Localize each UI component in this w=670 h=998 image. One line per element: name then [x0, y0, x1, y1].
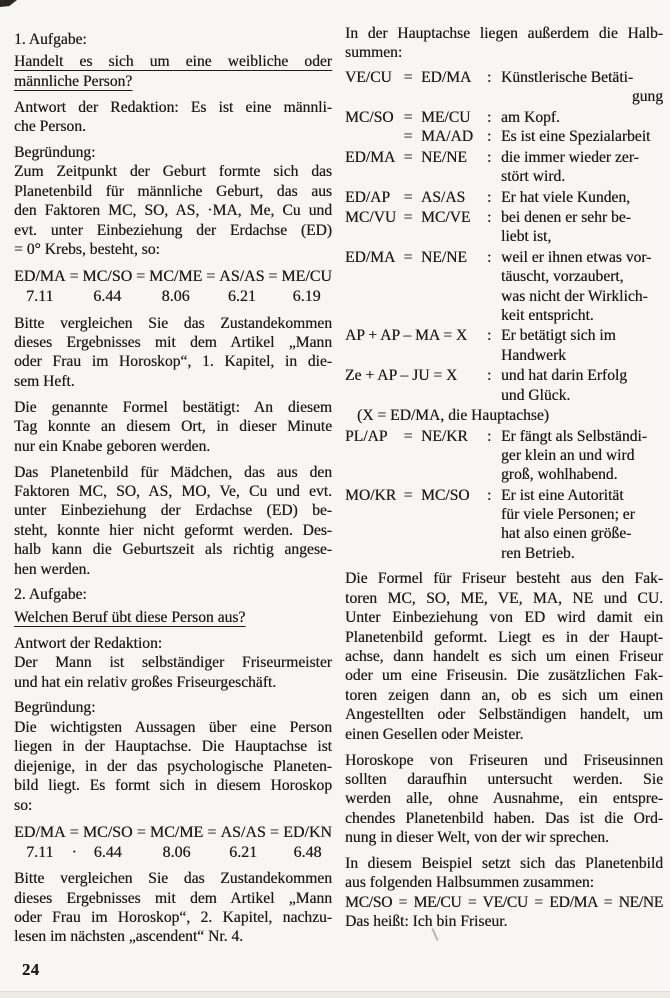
text-line — [14, 372, 332, 391]
halfsum-description: gung — [631, 88, 663, 106]
halfsum-note — [345, 544, 663, 563]
text-line — [14, 889, 332, 908]
text-line — [14, 927, 332, 946]
halfsum-description: Handwerk — [501, 346, 566, 364]
formula-cell: 7.11 — [26, 843, 54, 861]
formula-cell: = — [268, 268, 278, 286]
halfsum-note — [345, 227, 663, 246]
text-line — [14, 98, 332, 117]
colon: : — [487, 427, 492, 445]
halfsum-note — [345, 87, 663, 106]
text-line — [345, 569, 663, 588]
line-text: In der Hauptachse liegen außerdem die Halb- — [345, 25, 663, 42]
text-line — [345, 809, 663, 828]
text-line — [14, 52, 332, 71]
text-line — [14, 117, 332, 136]
formula-cell: 7.11 — [26, 288, 54, 306]
line-text: Planetenbild geformt. Liegt es in der Haupt- — [345, 628, 663, 646]
halfsum-line — [345, 248, 663, 267]
text-line — [345, 686, 663, 705]
halfsum-line — [345, 524, 663, 543]
halfsum-intro — [345, 24, 663, 63]
text-line — [14, 143, 332, 162]
halfsum-left-term: ED/AP — [345, 188, 391, 206]
page-number: 24 — [22, 960, 40, 979]
line-text: 2. Aufgabe: — [14, 586, 87, 604]
line-text: Handelt es sich um eine weibliche oder — [14, 53, 332, 71]
equals-sign: = — [403, 68, 413, 86]
halfsum-note — [345, 68, 663, 87]
text-line — [14, 72, 332, 91]
line-text: liegen in der Hauptachse. Die Hauptachse ist — [14, 738, 332, 756]
text-line — [14, 634, 332, 653]
text-line — [345, 608, 663, 627]
line-text: unter Einbeziehung der Erdachse (ED) be- — [14, 502, 332, 520]
halfsum-note — [345, 127, 663, 146]
text-line — [14, 585, 332, 604]
halfsum-left-term: MC/SO — [345, 108, 394, 126]
text-line — [345, 770, 663, 789]
halfsum-line — [345, 465, 663, 484]
line-text: Zum Zeitpunkt der Geburt formte sich das — [14, 163, 332, 181]
line-text: sem Heft. — [14, 372, 75, 390]
halfsum-note — [345, 248, 663, 267]
halfsum-right-term: MC/VE — [421, 209, 471, 227]
equals-sign: = — [403, 249, 413, 267]
halfsum-note — [345, 188, 663, 207]
colon: : — [487, 249, 492, 267]
text-line — [345, 751, 663, 770]
equals-sign: = — [403, 108, 413, 126]
formula-cell: = — [269, 823, 279, 841]
halfsum-description: weil er ihnen etwas vor- — [501, 249, 652, 267]
colon: : — [487, 127, 492, 145]
halfsum-note — [345, 267, 663, 286]
colon: : — [487, 209, 492, 227]
text-line — [14, 757, 332, 776]
formula-cell: = — [136, 823, 146, 841]
formula-cell: ED/MA — [14, 823, 66, 841]
formula-cell: 6.44 — [93, 843, 122, 861]
halfsum-description: die immer wieder zer- — [501, 148, 639, 166]
task1-section — [14, 30, 332, 259]
halfsum-note — [345, 208, 663, 227]
line-text: achse, dann handelt es sich um einen Friseur — [345, 648, 663, 666]
halfsum-right-term: ED/MA — [421, 68, 472, 86]
line-text: Der Mann ist selbständiger Friseurmeister — [14, 654, 332, 672]
text-line — [14, 908, 332, 927]
planet-formula-main-axis — [14, 823, 332, 862]
halfsum-right-term: NE/KR — [421, 427, 468, 445]
text-line — [14, 182, 332, 201]
halfsum-line — [345, 544, 663, 563]
line-text: sollten daraufhin untersucht werden. Sie — [345, 770, 663, 788]
halfsum-note — [345, 287, 663, 306]
line-text: hen werden. — [14, 560, 91, 578]
line-text: 1. Aufgabe: — [14, 31, 87, 48]
friseur-formula-section — [345, 569, 663, 931]
line-text: Das heißt: Ich bin Friseur. — [345, 913, 508, 931]
line-text: bild liegt. Es formt sich in diesem Horoskop — [14, 777, 332, 795]
halfsum-line — [345, 505, 663, 524]
colon: : — [487, 188, 492, 206]
halfsum-line — [345, 326, 663, 345]
text-line — [345, 893, 663, 912]
colon: : — [487, 108, 492, 126]
halfsum-line — [345, 208, 663, 227]
line-text: Faktoren MC, SO, AS, MO, Ve, Cu und evt. — [14, 482, 332, 500]
halfsum-description: ger klein an und wird — [501, 447, 635, 465]
text-line — [14, 162, 332, 181]
colon: : — [487, 148, 492, 166]
halfsum-line — [345, 68, 663, 87]
formula-cell: = — [69, 823, 79, 841]
text-line — [345, 725, 663, 744]
halfsum-line — [345, 306, 663, 325]
text-line — [14, 221, 332, 240]
formula-cell: = — [69, 268, 79, 286]
line-text: evt. unter Einbeziehung der Erdachse (ED) — [14, 221, 332, 239]
halfsum-line — [345, 346, 663, 365]
colon: : — [487, 68, 492, 86]
line-text: Antwort der Redaktion: — [14, 634, 163, 652]
line-text: Welchen Beruf übt diese Person aus? — [14, 608, 246, 626]
text-line — [14, 673, 332, 692]
equals-sign: = — [403, 148, 413, 166]
halfsum-line — [345, 446, 663, 465]
text-line — [14, 718, 332, 737]
halfsum-right-term: AS/AS — [421, 188, 466, 206]
halfsum-description: Er fängt als Selbständi- — [501, 427, 647, 445]
text-line — [14, 776, 332, 795]
line-text: oder Frau im Horoskop“, 2. Kapitel, nachzu- — [14, 908, 332, 926]
formula-cell: 6.19 — [292, 288, 321, 306]
halfsum-right-term: MC/SO — [421, 487, 470, 505]
halfsum-description: Er betätigt sich im — [501, 327, 616, 345]
halfsum-left-term: VE/CU — [345, 68, 392, 86]
halfsum-note — [345, 148, 663, 167]
line-text: = 0° Krebs, besteht, so: — [14, 241, 160, 259]
halfsum-left-term: MC/VU — [345, 209, 397, 227]
line-text: MC/SO = ME/CU = VE/CU = ED/MA = NE/NE — [345, 893, 663, 911]
text-line — [14, 869, 332, 888]
halfsum-right-term: NE/NE — [421, 148, 467, 166]
line-text: und hat ein relativ großes Friseurgeschäft. — [14, 673, 277, 691]
halfsum-line — [345, 427, 663, 446]
halfsum-left-term: PL/AP — [345, 427, 388, 445]
line-text: nur ein Knabe geboren werden. — [14, 437, 211, 455]
formula-cell: 8.06 — [161, 288, 190, 306]
text-line — [14, 201, 332, 220]
text-line — [14, 540, 332, 559]
halfsum-left-term: ED/MA — [345, 249, 396, 267]
halfsum-line — [345, 87, 663, 106]
halfsum-list — [345, 68, 663, 563]
halfsum-right-term: MA/AD — [421, 127, 473, 145]
text-line — [345, 912, 663, 931]
line-text: Unter Einbeziehung von ED wird damit ein — [345, 609, 663, 627]
halfsum-line — [345, 167, 663, 186]
line-text: Bitte vergleichen Sie das Zustandekommen — [14, 870, 332, 888]
text-line — [345, 589, 663, 608]
formula-cell: · — [71, 843, 77, 861]
text-line — [14, 352, 332, 371]
line-text: einen Gesellen oder Meister. — [345, 725, 524, 743]
text-line — [14, 314, 332, 333]
halfsum-left-term: ED/MA — [345, 148, 396, 166]
line-text: männliche Person? — [14, 72, 133, 90]
line-text: nung in dieser Welt, von der wir sprechen. — [345, 829, 609, 847]
text-line — [14, 437, 332, 456]
right-column — [345, 24, 663, 932]
text-line — [14, 417, 332, 436]
line-text: Begründung: — [14, 699, 96, 717]
halfsum-description: groß, wohlhabend. — [501, 466, 618, 484]
equals-sign: = — [403, 127, 413, 145]
line-text: dieses Ergebnisses mit dem Artikel „Mann — [14, 334, 332, 352]
formula-cell: AS/AS — [220, 823, 266, 841]
colon: : — [487, 367, 492, 385]
text-line — [14, 501, 332, 520]
text-line — [14, 737, 332, 756]
halfsum-line — [345, 108, 663, 127]
line-text: dieses Ergebnisses mit dem Artikel „Mann — [14, 889, 332, 907]
text-line — [14, 560, 332, 579]
colon: : — [487, 327, 492, 345]
text-line — [345, 789, 663, 808]
halfsum-line — [345, 366, 663, 385]
halfsum-description: hat also einen größe- — [501, 525, 632, 543]
halfsum-note — [345, 486, 663, 505]
line-text: Tag konnte an diesem Ort, in dieser Minute — [14, 418, 332, 436]
text-line — [14, 608, 332, 627]
halfsum-description: für viele Personen; er — [501, 506, 635, 524]
formula-cell: 8.06 — [162, 843, 191, 861]
text-line — [14, 796, 332, 815]
line-text: steht, konnte hier nicht geformt werden. Des- — [14, 521, 332, 539]
halfsum-note — [345, 505, 663, 524]
text-line — [14, 398, 332, 417]
line-text: Die genannte Formel bestätigt: An diesem — [14, 398, 332, 416]
formula-cell: = — [207, 823, 217, 841]
line-text: toren MC, SO, ME, VE, MA, NE und CU. — [345, 589, 663, 607]
halfsum-line — [345, 227, 663, 246]
line-text: Bitte vergleichen Sie das Zustandekommen — [14, 314, 332, 332]
halfsum-line — [345, 267, 663, 286]
equals-sign: = — [403, 209, 413, 227]
line-text: Die wichtigsten Aussagen über eine Person — [14, 718, 332, 736]
planet-formula-male-birth — [14, 267, 332, 306]
halfsum-line — [345, 486, 663, 505]
line-text: aus folgenden Halbsummen zusammen: — [345, 874, 595, 892]
halfsum-description: Es ist eine Spezialarbeit — [501, 127, 651, 145]
text-line — [345, 854, 663, 873]
line-text: halb kann die Geburtszeit als richtig angese- — [14, 541, 332, 559]
colon: : — [487, 487, 492, 505]
halfsum-description: Er hat viele Kunden, — [501, 188, 631, 206]
formula-cell: ME/CU — [281, 268, 332, 286]
line-text: Horoskope von Friseuren und Friseusinnen — [345, 751, 663, 769]
text-line — [345, 628, 663, 647]
halfsum-note — [345, 167, 663, 186]
scan-artifact-corner — [0, 0, 17, 7]
text-line — [14, 240, 332, 259]
line-text: lesen im nächsten „ascendent“ Nr. 4. — [14, 928, 244, 946]
halfsum-line — [345, 127, 663, 146]
line-text: so: — [14, 796, 33, 814]
halfsum-left-term: MO/KR — [345, 487, 397, 505]
halfsum-description: liebt ist, — [501, 228, 552, 246]
text-line — [345, 666, 663, 685]
text-line — [345, 705, 663, 724]
halfsum-line — [345, 188, 663, 207]
halfsum-note — [345, 366, 663, 385]
text-line — [14, 698, 332, 717]
line-text: Antwort der Redaktion: Es ist eine männli- — [14, 98, 332, 116]
scan-edge-bottom — [0, 991, 670, 998]
halfsum-note — [345, 306, 663, 325]
halfsum-line — [345, 148, 663, 167]
halfsum-right-term: NE/NE — [421, 249, 467, 267]
halfsum-description: bei denen er sehr be- — [501, 209, 631, 227]
left-column — [14, 30, 332, 947]
halfsum-note — [345, 326, 663, 345]
halfsum-right-term: ME/CU — [421, 108, 471, 126]
line-text: Planetenbild für männliche Geburt, das aus — [14, 182, 332, 200]
formula-cell: MC/SO — [82, 268, 133, 286]
halfsum-description: am Kopf. — [501, 108, 560, 126]
text-line — [14, 482, 332, 501]
equals-sign: = — [403, 487, 413, 505]
line-text: In diesem Beispiel setzt sich das Planetenbild — [345, 855, 663, 873]
halfsum-note — [345, 108, 663, 127]
halfsum-description: Er ist eine Autorität — [501, 487, 624, 505]
text-line — [14, 30, 332, 49]
text-line — [345, 873, 663, 892]
halfsum-note — [345, 446, 663, 465]
halfsum-note — [345, 427, 663, 446]
halfsum-description: und Glück. — [501, 386, 571, 404]
text-line — [345, 24, 663, 43]
halfsum-expression: AP + AP – MA = X — [345, 327, 468, 345]
text-line — [14, 653, 332, 672]
line-text: Das Planetenbild für Mädchen, das aus den — [14, 463, 332, 481]
line-text: Angestellten oder Selbständigen handelt, um — [345, 706, 663, 724]
line-text: oder Frau im Horoskop“, 1. Kapitel, in die- — [14, 353, 332, 371]
formula-cell: 6.44 — [93, 288, 122, 306]
halfsum-description: Künstlerische Betäti- — [501, 68, 634, 86]
formula-cell: ED/MA — [14, 268, 66, 286]
line-text: chendes Planetenbild haben. Das ist die Ord- — [345, 809, 663, 827]
halfsum-description: keit entspricht. — [501, 306, 594, 324]
halfsum-line — [345, 287, 663, 306]
equals-sign: = — [403, 188, 413, 206]
line-text: diejenige, in der das psychologische Planeten- — [14, 757, 332, 775]
task1-task2-section — [14, 314, 332, 815]
halfsum-note: (X = ED/MA, die Hauptachse) — [357, 407, 549, 425]
formula-cell: = — [206, 268, 216, 286]
halfsum-expression: Ze + AP – JU = X — [345, 367, 458, 385]
task2-reference-section — [14, 869, 332, 947]
halfsum-note — [345, 465, 663, 484]
text-line — [345, 828, 663, 847]
text-line — [345, 647, 663, 666]
halfsum-line — [345, 386, 663, 405]
formula-cell: MC/SO — [82, 823, 133, 841]
halfsum-note — [345, 346, 663, 365]
line-text: che Person. — [14, 118, 86, 136]
formula-cell: 6.48 — [293, 843, 322, 861]
formula-cell: MC/ME — [148, 268, 203, 286]
line-text: oder um eine Friseusin. Die zusätzlichen Fak- — [345, 667, 663, 685]
text-line — [14, 333, 332, 352]
text-line — [14, 463, 332, 482]
text-line — [14, 521, 332, 540]
equals-sign: = — [403, 427, 413, 445]
formula-cell: ED/KN — [283, 823, 332, 841]
halfsum-description: täuscht, vorzaubert, — [501, 268, 624, 286]
text-line — [345, 43, 663, 62]
line-text: Begründung: — [14, 144, 96, 162]
line-text: den Faktoren MC, SO, AS, ·MA, Me, Cu und — [14, 202, 332, 220]
halfsum-line — [345, 406, 663, 425]
line-text: Die Formel für Friseur besteht aus den Fak- — [345, 570, 663, 588]
halfsum-description: stört wird. — [501, 167, 566, 185]
halfsum-description: was nicht der Wirklich- — [501, 287, 648, 305]
formula-cell: = — [136, 268, 146, 286]
formula-cell: AS/AS — [219, 268, 265, 286]
formula-cell: MC/ME — [149, 823, 204, 841]
halfsum-note — [345, 524, 663, 543]
line-text: werden alle, ohne Ausnahme, ein entspre- — [345, 790, 663, 808]
halfsum-description: ren Betrieb. — [501, 544, 575, 562]
line-text: toren zeigen dann an, ob es sich um einen — [345, 686, 663, 704]
halfsum-note — [345, 386, 663, 405]
formula-cell: 6.21 — [229, 843, 258, 861]
line-text: summen: — [345, 44, 403, 62]
halfsum-description: und hat darin Erfolg — [501, 367, 628, 385]
formula-cell: 6.21 — [227, 288, 256, 306]
